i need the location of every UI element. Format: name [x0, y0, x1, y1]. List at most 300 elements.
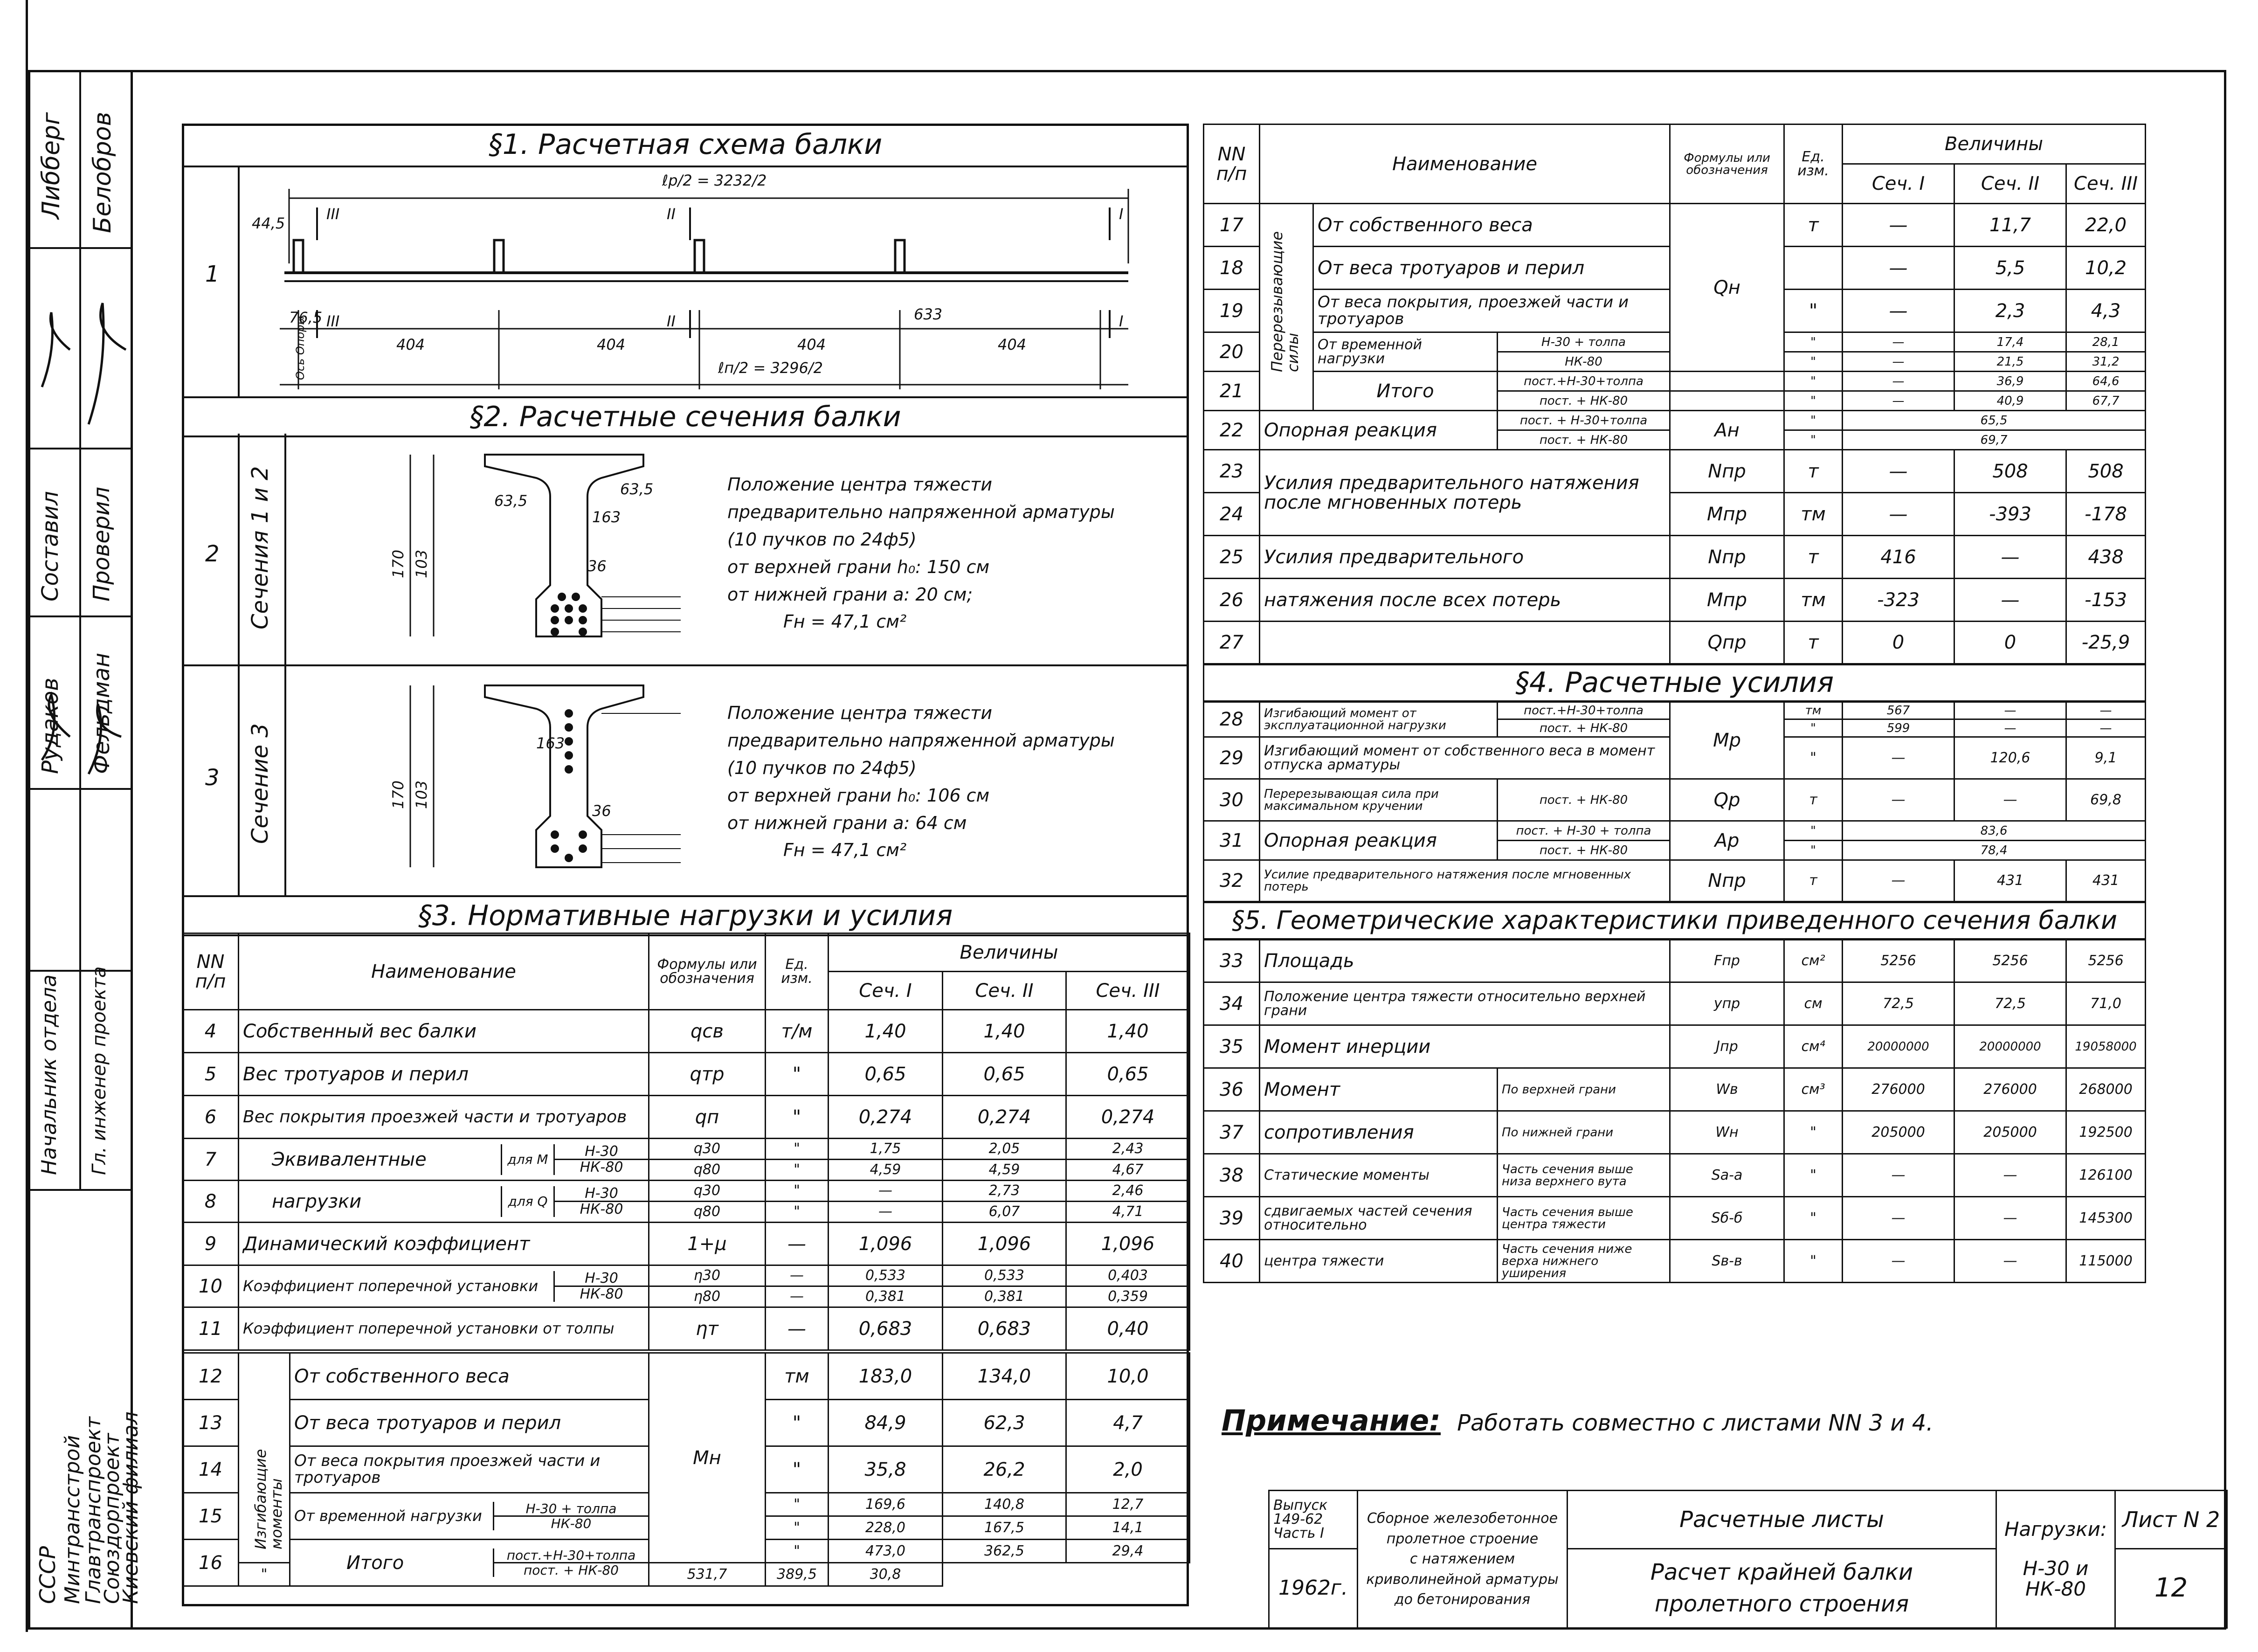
s3-n5: 5 [183, 1053, 239, 1096]
s3-v12b: 134,0 [943, 1353, 1066, 1400]
r-hdr-values: Величины [1843, 124, 2146, 164]
s3-hdr-c2: Сеч. II [943, 972, 1066, 1010]
r-sub37: По нижней грани [1498, 1111, 1670, 1154]
note-text: Работать совместно с листами NN 3 и 4. [1457, 1410, 1933, 1436]
r-name29: Изгибающий момент от собственного веса в момент отпуска арматуры [1260, 737, 1670, 779]
s2-text-2-line1: Положение центра тяжести [727, 703, 993, 723]
stamp-issue: Выпуск 149-62 Часть I [1269, 1491, 1358, 1549]
s3-v13c: 4,7 [1066, 1400, 1190, 1446]
r-v36a: 276000 [1843, 1068, 1954, 1111]
s3-u14: " [766, 1446, 829, 1493]
s2-text-2-line3: (10 пучков по 24ф5) [727, 757, 917, 778]
s3-v4b: 1,40 [943, 1010, 1066, 1053]
r-name33: Площадь [1260, 940, 1670, 982]
s3-v7b2: 4,59 [943, 1160, 1066, 1181]
r-n30: 30 [1204, 779, 1260, 821]
r-f23: Nпр [1670, 450, 1784, 493]
s3-f7b: q80 [649, 1160, 766, 1181]
s2-text-1-line1: Положение центра тяжести [727, 474, 993, 495]
s3-title: §3. Нормативные нагрузки и усилия [182, 895, 1189, 936]
r-name22: Опорная реакция [1260, 411, 1498, 450]
s2-dim-103-2: 103 [413, 780, 430, 809]
s1-mark-I-bot: I [1119, 312, 1124, 330]
r-n18: 18 [1204, 247, 1260, 290]
side-chief: Начальник отдела [37, 974, 61, 1175]
s3-sub8b: НК-80 [580, 1201, 623, 1217]
s3-f5: qтр [649, 1053, 766, 1096]
r-v18b: 5,5 [1954, 247, 2066, 290]
side-line-6 [28, 1189, 131, 1191]
r-u39: " [1784, 1197, 1843, 1240]
s3-u16b: " [239, 1563, 290, 1586]
s1-left-labels: Ось Опоры [294, 316, 307, 380]
s3-n15: 15 [183, 1493, 239, 1540]
r-n39: 39 [1204, 1197, 1260, 1240]
r-v32b: 431 [1954, 860, 2066, 902]
s3-f13: Мн [649, 1353, 766, 1563]
r-name27 [1260, 622, 1670, 664]
s3-v15a2: 140,8 [943, 1493, 1066, 1516]
s3-n11: 11 [183, 1307, 239, 1350]
s3-v15b3: 14,1 [1066, 1516, 1190, 1540]
side-org-4: Киевский филиал [119, 1411, 143, 1604]
r-v28a2: — [1954, 702, 2066, 719]
r-v29b: 120,6 [1954, 737, 2066, 779]
s3-group: Изгибающие моменты [252, 1449, 285, 1549]
s3-n4: 4 [183, 1010, 239, 1053]
stamp-desc-2: пролетное строение [1386, 1530, 1539, 1547]
s1-span-4: 404 [998, 336, 1027, 353]
r-u26: тм [1784, 579, 1843, 622]
r-f33: Fпр [1670, 940, 1784, 982]
s3-u11: — [766, 1307, 829, 1350]
r-name34: Положение центра тяжести относительно верхней грани [1260, 982, 1670, 1025]
s3-n14: 14 [183, 1446, 239, 1493]
r-v40b: — [1954, 1240, 2066, 1283]
s3-v10b3: 0,359 [1066, 1286, 1190, 1307]
r-sub20a: Н-30 + толпа [1498, 332, 1670, 352]
r-sub28a: пост.+Н-30+толпа [1498, 702, 1670, 719]
s3-f10b: η80 [649, 1286, 766, 1307]
side-org: СССР [35, 1546, 60, 1604]
r-f36: Wв [1670, 1068, 1784, 1111]
s3-v4a: 1,40 [829, 1010, 943, 1053]
r-u31b: " [1784, 841, 1843, 860]
s3-v8b1: — [829, 1202, 943, 1223]
r-sub21a: пост.+Н-30+толпа [1498, 372, 1670, 391]
r-v26a: -323 [1843, 579, 1954, 622]
r-v34c: 71,0 [2066, 982, 2146, 1025]
r-u27: т [1784, 622, 1843, 664]
s2-text-1-line4: от верхней грани h₀: 150 см [727, 556, 990, 577]
s3-name12: От собственного веса [290, 1353, 649, 1400]
r-n32: 32 [1204, 860, 1260, 902]
s3-u15a: " [766, 1493, 829, 1516]
s3-name8-cell [239, 1181, 649, 1223]
s3-u10a: — [766, 1265, 829, 1286]
s1-title: §1. Расчетная схема балки [182, 124, 1189, 167]
r-v31a: 83,6 [1843, 821, 2146, 841]
s3-f11: ηт [649, 1307, 766, 1350]
r-n26: 26 [1204, 579, 1260, 622]
s3-v12c: 10,0 [1066, 1353, 1190, 1400]
r-sub30: пост. + НК-80 [1498, 779, 1670, 821]
s3-v8a3: 2,46 [1066, 1181, 1190, 1202]
s3-v8b2: 6,07 [943, 1202, 1066, 1223]
r-v17b: 11,7 [1954, 204, 2066, 247]
s3-v11b: 0,683 [943, 1307, 1066, 1350]
r-v35b: 20000000 [1954, 1025, 2066, 1068]
side-org-2: Главтранспроект [82, 1417, 105, 1604]
r-v20a3: 28,1 [2066, 332, 2146, 352]
s3-sub10a: Н-30 [555, 1271, 648, 1287]
s3-name14: От веса покрытия проезжей части и тротуаров [290, 1446, 649, 1493]
s3-hdr-c3: Сеч. III [1066, 972, 1190, 1010]
r-v37c: 192500 [2066, 1111, 2146, 1154]
s3-v16b2: 389,5 [766, 1563, 829, 1586]
s1-mark-II-top: II [667, 205, 676, 223]
side-name-1: Рудаков [37, 677, 63, 774]
stamp-desc-5: до бетонирования [1394, 1591, 1531, 1608]
r-name28: Изгибающий момент от эксплуатационной нагрузки [1260, 702, 1498, 737]
s3-v16a3: 29,4 [1066, 1540, 1190, 1563]
s3-v7a2: 2,05 [943, 1139, 1066, 1160]
s3-name6: Вес покрытия проезжей части и тротуаров [239, 1096, 649, 1139]
s3-n12: 12 [183, 1353, 239, 1400]
r-n35: 35 [1204, 1025, 1260, 1068]
r-v21a2: 36,9 [1954, 372, 2066, 391]
s3-u6: " [766, 1096, 829, 1139]
r-name35: Момент инерции [1260, 1025, 1670, 1068]
s1-mark-I-top: I [1119, 205, 1124, 223]
s3-n7: 7 [183, 1139, 239, 1181]
r-v28b3: — [2066, 719, 2146, 737]
s3-v7a1: 1,75 [829, 1139, 943, 1160]
stamp-title1: Расчетные листы [1567, 1491, 1996, 1549]
s2-label-2: Сечение 3 [247, 723, 273, 844]
r-v18a: — [1843, 247, 1954, 290]
s3-v14b: 26,2 [943, 1446, 1066, 1493]
r-f34: yпр [1670, 982, 1784, 1025]
s2-dim-163-2: 163 [536, 734, 565, 752]
r-name20: От временной нагрузки [1313, 332, 1498, 372]
s3-v13a: 84,9 [829, 1400, 943, 1446]
s3-name7: Эквивалентные [272, 1148, 427, 1170]
s3-v5c: 0,65 [1066, 1053, 1190, 1096]
s3-u12: тм [766, 1353, 829, 1400]
r-v33b: 5256 [1954, 940, 2066, 982]
s2-row-no-2: 3 [205, 765, 220, 791]
r-n40: 40 [1204, 1240, 1260, 1283]
stamp-loads-1: Н-30 и [2023, 1556, 2089, 1580]
s3-v15b1: 228,0 [829, 1516, 943, 1540]
s3-v7b3: 4,67 [1066, 1160, 1190, 1181]
r-v20b2: 21,5 [1954, 352, 2066, 372]
r-v24a: — [1843, 493, 1954, 536]
r-n31: 31 [1204, 821, 1260, 860]
r-v25a: 416 [1843, 536, 1954, 579]
r-v19c: 4,3 [2066, 290, 2146, 332]
s2-text-2-line5: от нижней грани a: 64 см [727, 812, 967, 833]
s3-v8a1: — [829, 1181, 943, 1202]
s1-mark-III-bot: III [326, 312, 340, 330]
s3-sub16b: пост. + НК-80 [524, 1562, 619, 1578]
s2-dim-163-1: 163 [592, 508, 621, 526]
r-v32c: 431 [2066, 860, 2146, 902]
stamp-loads-2: НК-80 [2025, 1577, 2086, 1601]
r-u22b: " [1784, 430, 1843, 450]
title-block [1268, 1490, 2228, 1629]
s3-v9c: 1,096 [1066, 1223, 1190, 1265]
stamp-desc-3: с натяжением [1409, 1551, 1515, 1568]
r-f22: Ан [1670, 411, 1784, 450]
r-v20b3: 31,2 [2066, 352, 2146, 372]
s2-dim-635a: 63,5 [494, 492, 528, 510]
s5-title: §5. Геометрические характеристики приведенного сечения балки [1204, 902, 2146, 940]
s3-u13: " [766, 1400, 829, 1446]
r-v38b: — [1954, 1154, 2066, 1197]
s2-row-no-1: 2 [205, 541, 220, 567]
s3-v16b3: 30,8 [829, 1563, 943, 1586]
r-sub40: Часть сечения ниже верха нижнего уширения [1498, 1240, 1670, 1283]
r-name37: сопротивления [1260, 1111, 1498, 1154]
r-f21 [1670, 372, 1784, 391]
s3-v9a: 1,096 [829, 1223, 943, 1265]
r-n29: 29 [1204, 737, 1260, 779]
s3-hdr-c1: Сеч. I [829, 972, 943, 1010]
s2-text-1-line3: (10 пучков по 24ф5) [727, 529, 917, 550]
r-v33a: 5256 [1843, 940, 1954, 982]
s2-title: §2. Расчетные сечения балки [182, 396, 1189, 437]
r-f39: Sб-б [1670, 1197, 1784, 1240]
s2-text-1-line2: предварительно напряженной арматуры [727, 501, 1115, 522]
s3-group-cell [239, 1353, 290, 1563]
r-v19b: 2,3 [1954, 290, 2066, 332]
s3-sub16a: пост.+Н-30+толпа [494, 1548, 648, 1563]
r-v35a: 20000000 [1843, 1025, 1954, 1068]
r-u32: т [1784, 860, 1843, 902]
s2-text-1 [727, 471, 1175, 636]
r-n34: 34 [1204, 982, 1260, 1025]
stamp-loads [1996, 1491, 2115, 1628]
r-u19: " [1784, 290, 1843, 332]
r-sub22b: пост. + НК-80 [1498, 430, 1670, 450]
r-f30: Qр [1670, 779, 1784, 821]
r-u28b: " [1784, 719, 1843, 737]
r-v37a: 205000 [1843, 1111, 1954, 1154]
s1-right-dim: 633 [914, 305, 943, 323]
s3-v16a1: 473,0 [829, 1540, 943, 1563]
s3-f10a: η30 [649, 1265, 766, 1286]
s3-v8a2: 2,73 [943, 1181, 1066, 1202]
stamp-year: 1962г. [1269, 1549, 1358, 1628]
s3-name15: От временной нагрузки [294, 1507, 482, 1525]
s3-sub7a: Н-30 [555, 1144, 648, 1161]
r-v24c: -178 [2066, 493, 2146, 536]
r-f25: Nпр [1670, 536, 1784, 579]
s2-text-2-line2: предварительно напряженной арматуры [727, 730, 1115, 751]
s3-u5: " [766, 1053, 829, 1096]
r-v25c: 438 [2066, 536, 2146, 579]
r-n17: 17 [1204, 204, 1260, 247]
r-sub31b: пост. + НК-80 [1498, 841, 1670, 860]
s2-label-1: Сечения 1 и 2 [247, 466, 273, 629]
r-name19: От веса покрытия, проезжей части и тротуаров [1313, 290, 1670, 332]
s3-v5a: 0,65 [829, 1053, 943, 1096]
r-v32a: — [1843, 860, 1954, 902]
s3-name16: Итого [346, 1552, 404, 1574]
s3-u9: — [766, 1223, 829, 1265]
s3-v12a: 183,0 [829, 1353, 943, 1400]
s3-moments-block [182, 1352, 1189, 1606]
s3-v10a2: 0,533 [943, 1265, 1066, 1286]
s3-sub8a: Н-30 [555, 1186, 648, 1203]
s3-name13: От веса тротуаров и перил [290, 1400, 649, 1446]
r-sub39: Часть сечения выше центра тяжести [1498, 1197, 1670, 1240]
s1-span-1: 404 [396, 336, 425, 353]
side-chief-engineer: Гл. инженер проекта [89, 966, 110, 1175]
s3-u7a: " [766, 1139, 829, 1160]
s2-text-2 [727, 699, 1175, 864]
s3-moments-table [182, 1352, 1190, 1587]
s3-u7b: " [766, 1160, 829, 1181]
s1-mark-III-top: III [326, 205, 340, 223]
s3-v6c: 0,274 [1066, 1096, 1190, 1139]
s3-v15b2: 167,5 [943, 1516, 1066, 1540]
s3-sub10b: НК-80 [580, 1286, 623, 1302]
r-v39a: — [1843, 1197, 1954, 1240]
r-f26: Мпр [1670, 579, 1784, 622]
s3-hdr-formula: Формулы или обозначения [649, 933, 766, 1010]
r-f32: Nпр [1670, 860, 1784, 902]
s3-v6b: 0,274 [943, 1096, 1066, 1139]
r-v28b2: — [1954, 719, 2066, 737]
stamp-sheet-no: 12 [2115, 1549, 2227, 1628]
r-f40: Sв-в [1670, 1240, 1784, 1283]
s3-v7b1: 4,59 [829, 1160, 943, 1181]
r-u37: " [1784, 1111, 1843, 1154]
s3-v6a: 0,274 [829, 1096, 943, 1139]
r-name23: Усилия предварительного натяжения после мгновенных потерь [1260, 450, 1670, 536]
r-v30a: — [1843, 779, 1954, 821]
r-f27: Qпр [1670, 622, 1784, 664]
s2-dim-36-1: 36 [587, 557, 607, 575]
s3-v10a1: 0,533 [829, 1265, 943, 1286]
r-group: Перерезывающие силы [1268, 231, 1302, 372]
s2-text-2-line4: от верхней грани h₀: 106 см [727, 785, 990, 806]
r-n28: 28 [1204, 702, 1260, 737]
s3-u4: т/м [766, 1010, 829, 1053]
r-n22: 22 [1204, 411, 1260, 450]
r-hdr-c2: Сеч. II [1954, 164, 2066, 204]
s3-v14c: 2,0 [1066, 1446, 1190, 1493]
r-u36: см³ [1784, 1068, 1843, 1111]
beam-scheme [242, 170, 1184, 394]
r-f19: Qн [1670, 204, 1784, 372]
s4-title: §4. Расчетные усилия [1204, 664, 2146, 702]
s1-row-no: 1 [205, 261, 220, 287]
s2-text-2-line6: Fн = 47,1 см² [783, 840, 907, 861]
s3-sub15a: Н-30 + толпа [494, 1502, 648, 1517]
side-org-1: Минтрансстрой [61, 1435, 84, 1604]
r-v21a3: 64,6 [2066, 372, 2146, 391]
side-surname-2: Белобров [89, 111, 117, 233]
r-sub28b: пост. + НК-80 [1498, 719, 1670, 737]
r-name36: Момент [1260, 1068, 1498, 1111]
r-u22a: " [1784, 411, 1843, 430]
r-u25: т [1784, 536, 1843, 579]
r-v19a: — [1843, 290, 1954, 332]
r-hdr-unit: Ед. изм. [1784, 124, 1843, 204]
r-v34b: 72,5 [1954, 982, 2066, 1025]
r-v22b: 69,7 [1843, 430, 2146, 450]
s3-f7a: q30 [649, 1139, 766, 1160]
s3-v13b: 62,3 [943, 1400, 1066, 1446]
stamp-title2 [1567, 1549, 1996, 1628]
s3-hdr-values: Величины [829, 933, 1190, 972]
r-sub21b: пост. + НК-80 [1498, 391, 1670, 411]
s2-text-1-line5: от нижней грани a: 20 см; [727, 584, 973, 605]
r-v21b1: — [1843, 391, 1954, 411]
s3-hdr-name: Наименование [239, 933, 649, 1010]
r-u20b: " [1784, 352, 1843, 372]
s3-name5: Вес тротуаров и перил [239, 1053, 649, 1096]
s3-name8: нагрузки [272, 1190, 362, 1212]
r-v25b: — [1954, 536, 2066, 579]
s3-name9: Динамический коэффициент [239, 1223, 649, 1265]
r-sub31a: пост. + Н-30 + толпа [1498, 821, 1670, 841]
s3-v16a2: 362,5 [943, 1540, 1066, 1563]
r-v38a: — [1843, 1154, 1954, 1197]
r-n21: 21 [1204, 372, 1260, 411]
r-n19: 19 [1204, 290, 1260, 332]
r-v40a: — [1843, 1240, 1954, 1283]
r-u21a: " [1784, 372, 1843, 391]
s3-v16b1: 531,7 [649, 1563, 766, 1586]
r-v17c: 22,0 [2066, 204, 2146, 247]
s3-name11: Коэффициент поперечной установки от толпы [239, 1307, 649, 1350]
r-hdr-nn: NN п/п [1204, 124, 1260, 204]
r-name40: центра тяжести [1260, 1240, 1498, 1283]
r-v35c: 19058000 [2066, 1025, 2146, 1068]
r-name25: Усилия предварительного [1260, 536, 1670, 579]
s3-v8b3: 4,71 [1066, 1202, 1190, 1223]
r-u29: " [1784, 737, 1843, 779]
s3-name10: Коэффициент поперечной установки [243, 1277, 539, 1295]
r-name21: Итого [1313, 372, 1498, 411]
s3-v9b: 1,096 [943, 1223, 1066, 1265]
stamp-loads-lbl: Нагрузки: [2004, 1517, 2107, 1541]
r-v22a: 65,5 [1843, 411, 2146, 430]
r-name39: сдвигаемых частей сечения относительно [1260, 1197, 1498, 1240]
s3-sub7: для М [501, 1144, 553, 1175]
r-v21b3: 67,7 [2066, 391, 2146, 411]
r-name17: От собственного веса [1313, 204, 1670, 247]
s2-dim-635b: 63,5 [620, 480, 654, 498]
s3-v10a3: 0,403 [1066, 1265, 1190, 1286]
r-v26c: -153 [2066, 579, 2146, 622]
r-n20: 20 [1204, 332, 1260, 372]
r-n38: 38 [1204, 1154, 1260, 1197]
r-n33: 33 [1204, 940, 1260, 982]
side-role-2: Проверил [89, 486, 115, 601]
s3-f6: qп [649, 1096, 766, 1139]
r-v37b: 205000 [1954, 1111, 2066, 1154]
r-name38: Статические моменты [1260, 1154, 1498, 1197]
s3-name16-cell [290, 1540, 649, 1586]
r-hdr-c1: Сеч. I [1843, 164, 1954, 204]
r-v26b: — [1954, 579, 2066, 622]
